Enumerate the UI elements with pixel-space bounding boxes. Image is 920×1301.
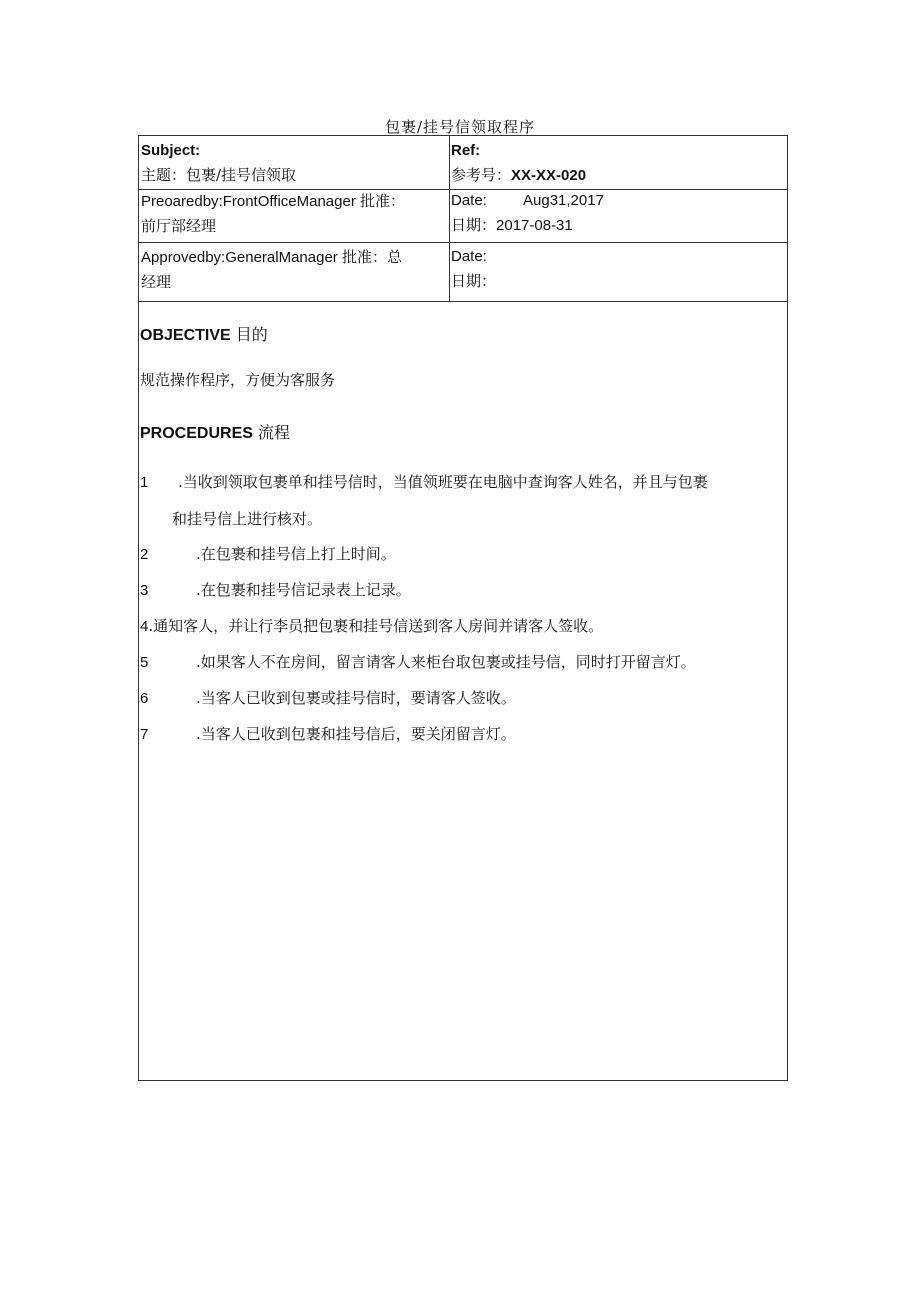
- step-text-continued: 和挂号信上进行核对。: [172, 510, 323, 528]
- approval-date-cell: [451, 245, 781, 293]
- step-number: 2: [140, 546, 149, 563]
- date-cn-label: 日期：: [451, 216, 497, 234]
- prepared-by-cell: [141, 189, 447, 238]
- step-text: .如果客人不在房间，留言请客人来柜台取包裹或挂号信，同时打开留言灯。: [196, 653, 696, 671]
- approval-date-label: Date:: [451, 248, 487, 265]
- ref-label: Ref:: [451, 142, 481, 159]
- procedure-step-3: [140, 572, 786, 609]
- subject-text: 主题：包裹/挂号信领取: [141, 166, 297, 184]
- date-value-cn: 2017-08-31: [496, 217, 573, 234]
- procedure-step-2: [140, 536, 786, 573]
- step-text: .在包裹和挂号信记录表上记录。: [196, 581, 411, 599]
- procedure-step-6: [140, 680, 786, 717]
- header-column-divider: [449, 136, 450, 301]
- step-number: 1: [140, 474, 149, 491]
- ref-prefix: 参考号：: [451, 166, 512, 184]
- prepared-by-text: Preoaredby:FrontOfficeManager 批准：: [141, 193, 406, 210]
- step-number: 6: [140, 690, 149, 707]
- date-en-line: [451, 189, 781, 213]
- step-number: 7: [140, 726, 149, 743]
- step-number: 4: [140, 618, 149, 635]
- prepared-by-line1: [141, 189, 447, 214]
- ref-line: [451, 163, 781, 188]
- procedure-step-7: [140, 716, 786, 753]
- header-bottom-divider: [139, 301, 787, 302]
- date-value-en: Aug31,2017: [523, 192, 604, 209]
- document-title: 包裹/挂号信领取程序: [384, 118, 536, 136]
- date-cell: [451, 189, 781, 238]
- step-text: .通知客人，并让行李员把包裹和挂号信送到客人房间并请客人签收。: [148, 617, 604, 635]
- subject-label: Subject:: [141, 142, 201, 159]
- objective-heading-en: OBJECTIVE: [140, 327, 231, 344]
- date-cn-line: [451, 213, 781, 238]
- procedure-step-4: [140, 608, 786, 645]
- procedure-form: [138, 135, 788, 1081]
- header-row-divider-2: [139, 242, 787, 243]
- approval-date-cn-label: 日期：: [451, 272, 497, 290]
- prepared-by-line2: 前厅部经理: [141, 217, 217, 235]
- step-number: 3: [140, 582, 149, 599]
- subject-cell: [141, 139, 447, 187]
- approved-by-text: Approvedby:GeneralManager 批准：总: [141, 249, 402, 266]
- objective-heading: [140, 322, 268, 345]
- objective-heading-cn: 目的: [235, 325, 268, 344]
- approved-by-cell: [141, 245, 447, 294]
- procedures-heading-en: PROCEDURES: [140, 425, 253, 442]
- step-text: .当客人已收到包裹和挂号信后，要关闭留言灯。: [196, 725, 516, 743]
- procedures-heading-cn: 流程: [258, 423, 291, 442]
- approved-by-line2: 经理: [141, 273, 172, 291]
- step-text: .在包裹和挂号信上打上时间。: [196, 545, 396, 563]
- step-text: .当客人已收到包裹或挂号信时，要请客人签收。: [196, 689, 516, 707]
- date-label: Date:: [451, 192, 487, 209]
- ref-cell: [451, 139, 781, 188]
- procedure-step-5: [140, 644, 786, 681]
- step-number: 5: [140, 654, 149, 671]
- step-text: .当收到领取包裹单和挂号信时，当值领班要在电脑中查询客人姓名，并且与包裹: [178, 473, 708, 491]
- objective-text: 规范操作程序，方便为客服务: [140, 371, 336, 389]
- procedure-step-1: [140, 464, 786, 537]
- approved-by-line1: [141, 245, 447, 270]
- ref-value: XX-XX-020: [511, 167, 587, 184]
- procedures-heading: [140, 420, 290, 443]
